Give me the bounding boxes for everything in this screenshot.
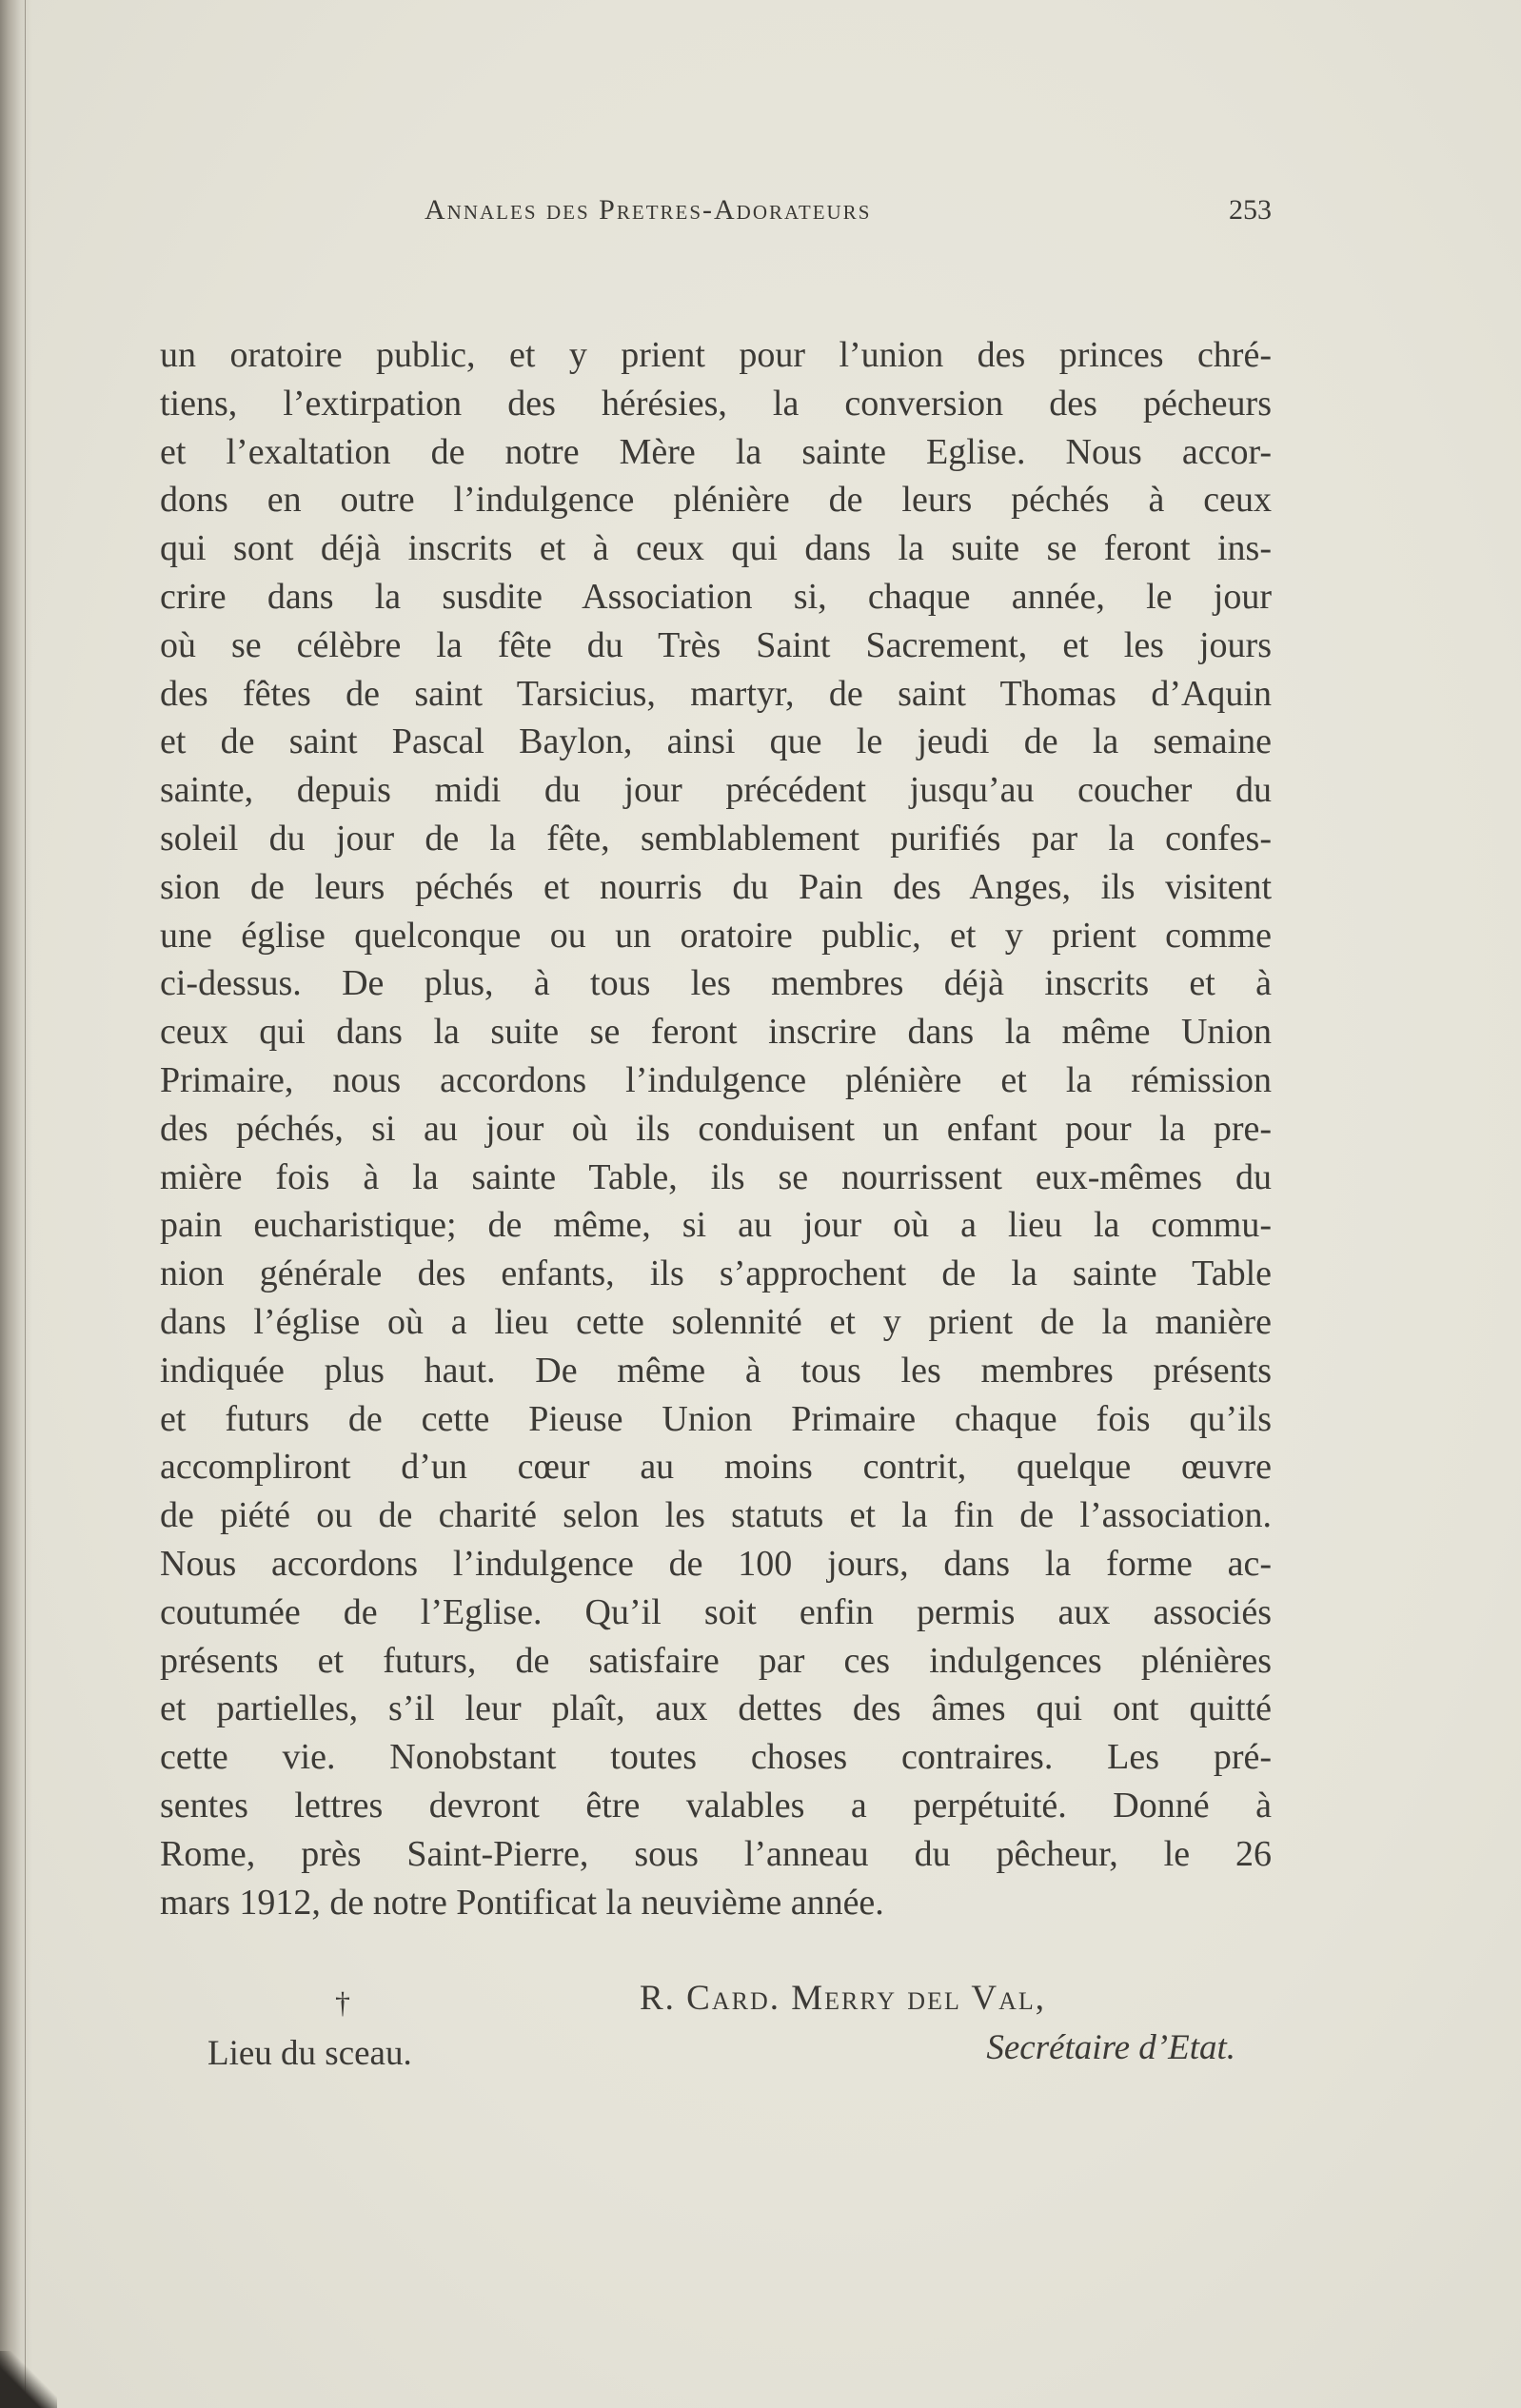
running-head: Annales des Pretres-Adorateurs [425,194,872,226]
page-header [160,194,1272,232]
signatory-title: Secrétaire d’Etat. [986,2028,1235,2067]
text-line-last: mars 1912, de notre Pontificat la neuvième année. [160,1882,884,1923]
text-line: cette vie. Nonobstant toutes choses contraires. Les pré- [160,1737,1272,1778]
text-line: indiquée plus haut. De même à tous les membres présents [160,1350,1272,1391]
signatory-name: R. Card. Merry del Val, [640,1979,1047,2018]
text-line: soleil du jour de la fête, semblablement purifiés par la confes- [160,818,1272,859]
text-line: tiens, l’extirpation des hérésies, la conversion des pécheurs [160,383,1272,424]
text-line: ceux qui dans la suite se feront inscrire dans la même Union [160,1012,1272,1053]
text-line: une église quelconque ou un oratoire public, et y prient comme [160,915,1272,956]
page-number: 253 [1229,194,1272,226]
text-line: nion générale des enfants, ils s’approchent de la sainte Table [160,1253,1272,1294]
spine-edge-line [25,0,26,2408]
text-line: dans l’église où a lieu cette solennité et y prient de la manière [160,1301,1272,1342]
text-line: Rome, près Saint-Pierre, sous l’anneau du pêcheur, le 26 [160,1833,1272,1874]
text-line: présents et futurs, de satisfaire par ces indulgences plénières [160,1640,1272,1681]
body-text [160,331,1272,1926]
text-line: ci-dessus. De plus, à tous les membres déjà inscrits et à [160,963,1272,1004]
text-line: où se célèbre la fête du Très Saint Sacrement, et les jours [160,624,1272,665]
text-line: pain eucharistique; de même, si au jour où a lieu la commu- [160,1205,1272,1246]
book-spine-shadow [0,0,32,2408]
text-line: sainte, depuis midi du jour précédent jusqu’au coucher du [160,770,1272,811]
text-line: coutumée de l’Eglise. Qu’il soit enfin permis aux associés [160,1591,1272,1632]
text-line: et de saint Pascal Baylon, ainsi que le jeudi de la semaine [160,721,1272,762]
seal-location: Lieu du sceau. [207,2034,412,2073]
corner-shadow [0,2351,57,2408]
text-line: des fêtes de saint Tarsicius, martyr, de saint Thomas d’Aquin [160,673,1272,714]
text-line: mière fois à la sainte Table, ils se nourrissent eux-mêmes du [160,1156,1272,1197]
text-line: des péchés, si au jour où ils conduisent un enfant pour la pre- [160,1108,1272,1149]
text-line: dons en outre l’indulgence plénière de leurs péchés à ceux [160,480,1272,521]
text-line: un oratoire public, et y prient pour l’union des princes chré- [160,335,1272,375]
text-line: Nous accordons l’indulgence de 100 jours, dans la forme ac- [160,1543,1272,1584]
cross-symbol: † [335,1985,350,2020]
text-line: Primaire, nous accordons l’indulgence plénière et la rémission [160,1059,1272,1100]
text-line: et l’exaltation de notre Mère la sainte Eglise. Nous accor- [160,431,1272,472]
text-line: sion de leurs péchés et nourris du Pain des Anges, ils visitent [160,866,1272,907]
text-line: accompliront d’un cœur au moins contrit, quelque œuvre [160,1447,1272,1488]
text-line: crire dans la susdite Association si, chaque année, le jour [160,576,1272,617]
text-line: sentes lettres devront être valables a perpétuité. Donné à [160,1785,1272,1826]
text-line: et partielles, s’il leur plaît, aux dettes des âmes qui ont quitté [160,1688,1272,1729]
text-line: et futurs de cette Pieuse Union Primaire chaque fois qu’ils [160,1398,1272,1439]
text-line: qui sont déjà inscrits et à ceux qui dans la suite se feront ins- [160,528,1272,569]
text-line: de piété ou de charité selon les statuts et la fin de l’association. [160,1495,1272,1536]
